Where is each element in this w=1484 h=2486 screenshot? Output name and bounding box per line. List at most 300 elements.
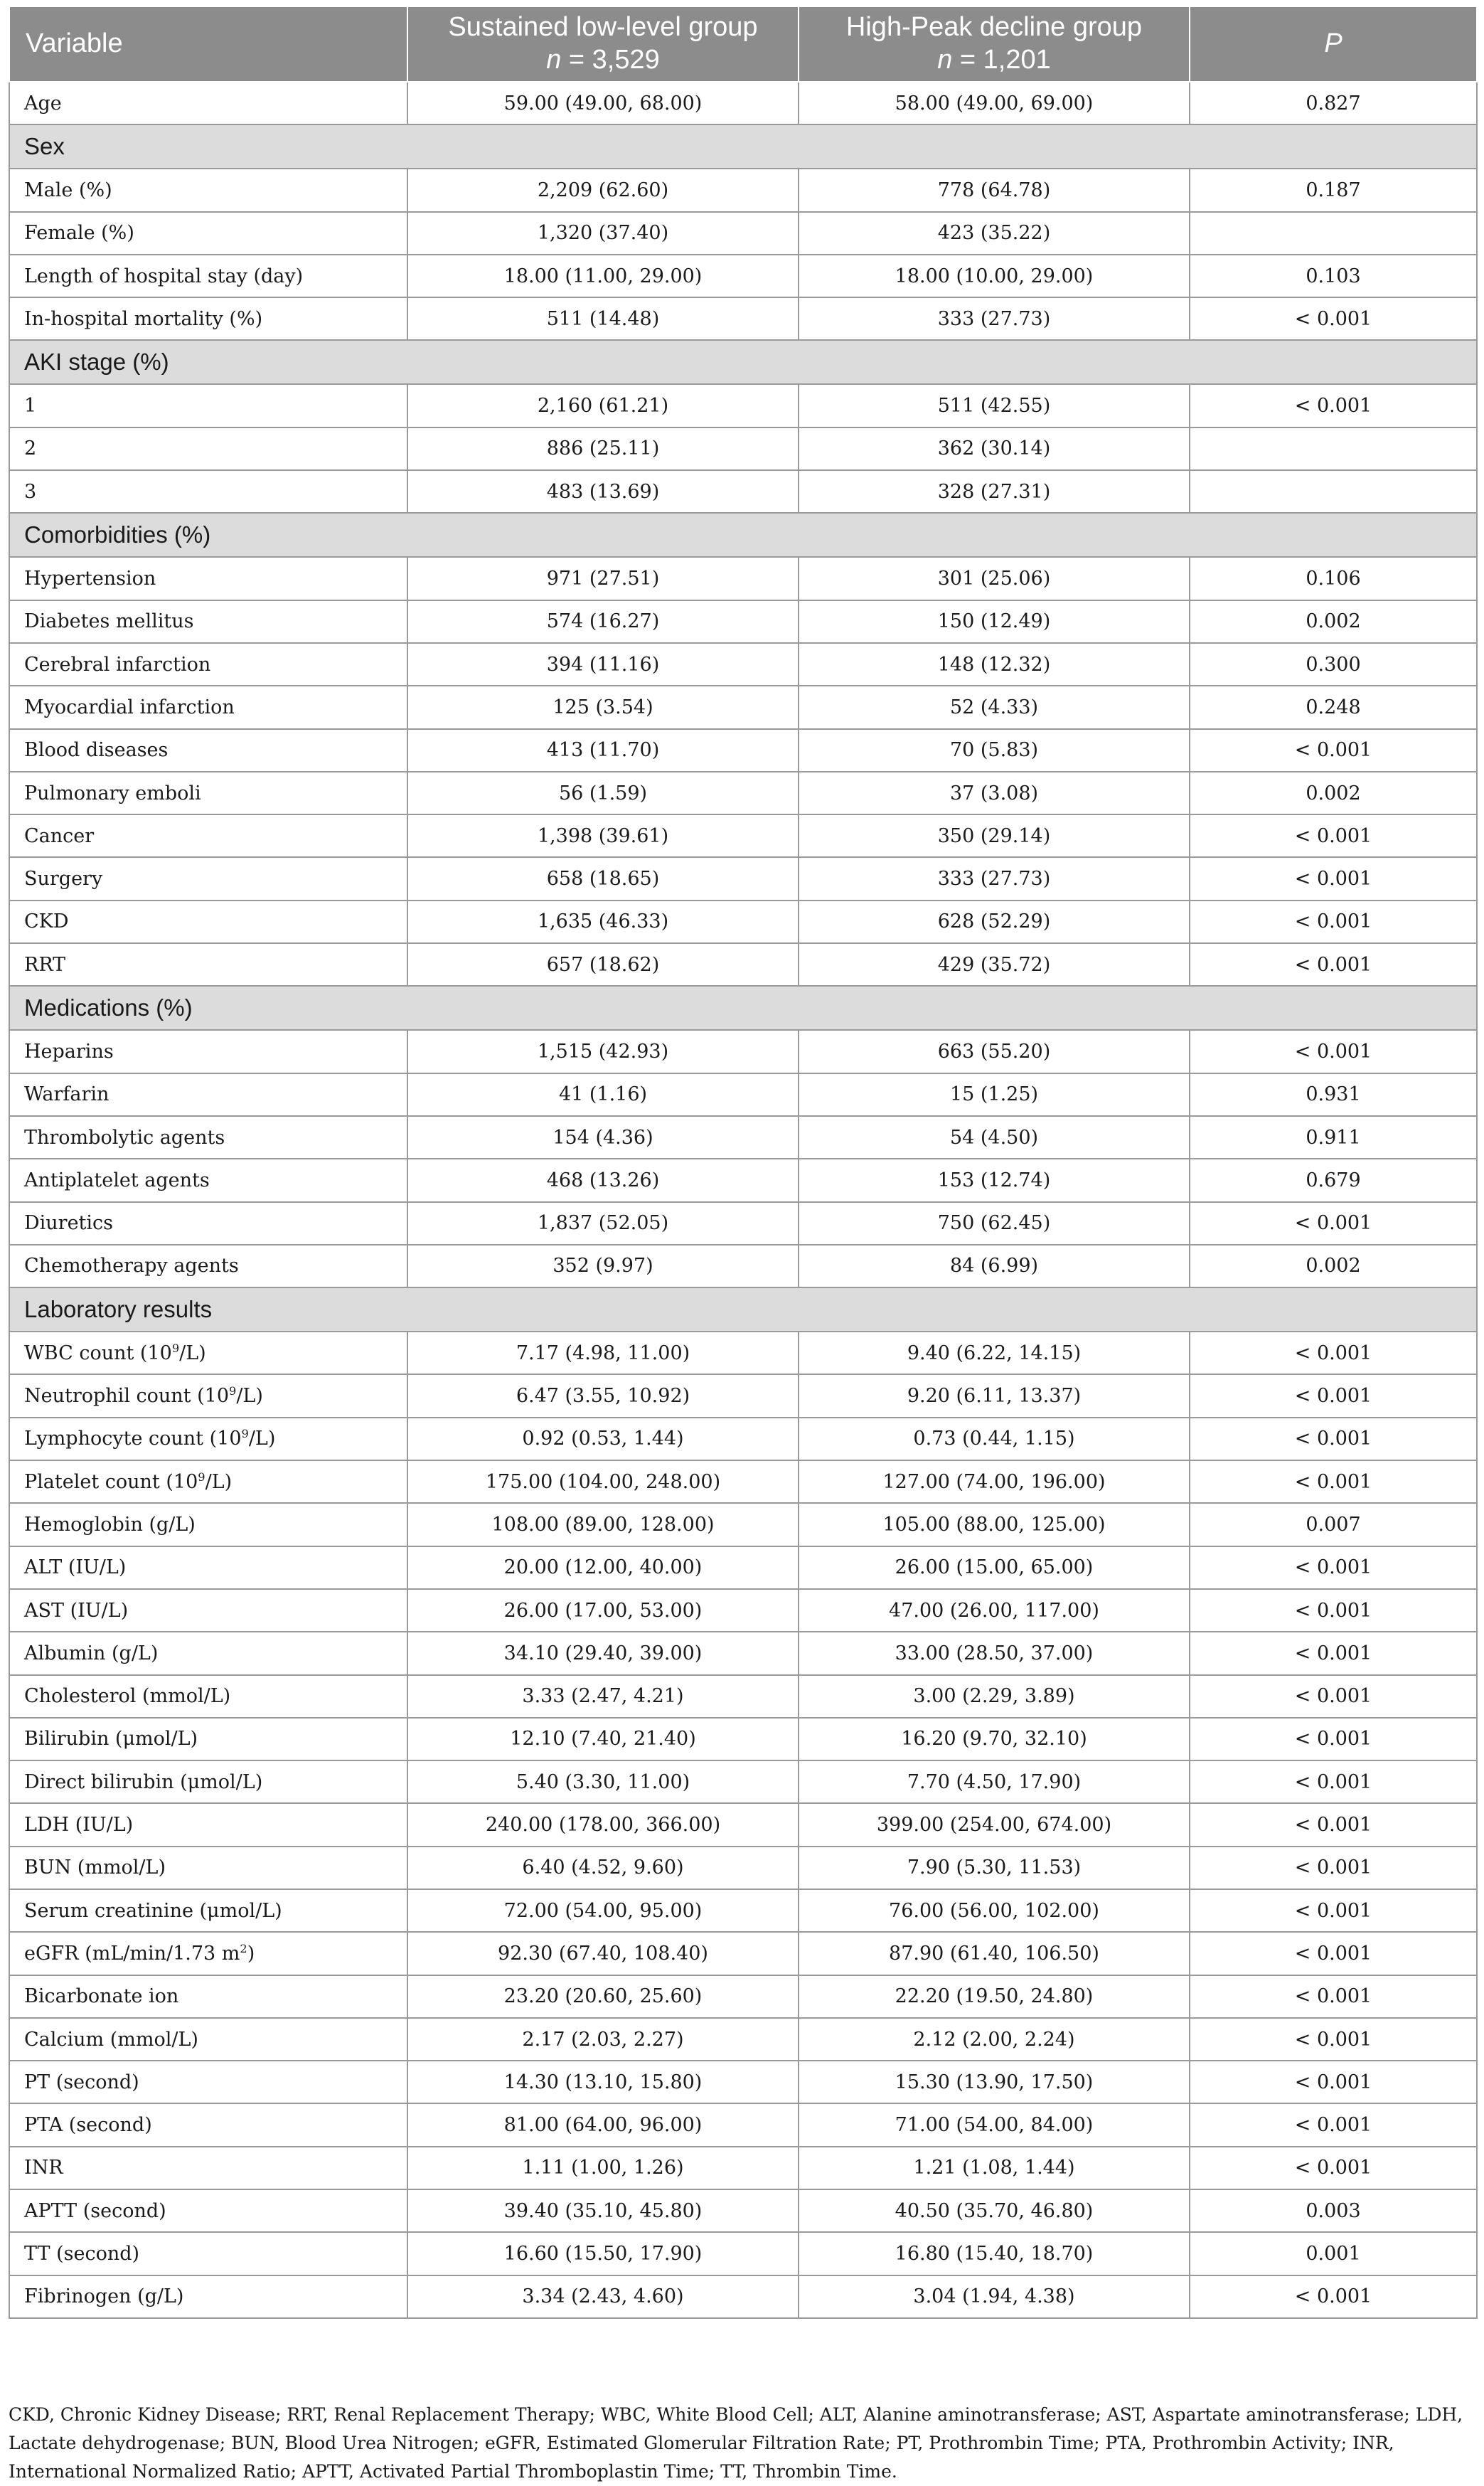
group2-value-cell: 399.00 (254.00, 674.00) [799, 1803, 1190, 1846]
variable-cell [9, 1889, 407, 1932]
group2-value-cell: 52 (4.33) [799, 686, 1190, 728]
section-title: Medications (%) [9, 986, 1477, 1030]
group1-value-cell: 72.00 (54.00, 95.00) [407, 1889, 799, 1932]
p-value-cell: 0.002 [1190, 1245, 1477, 1287]
header-p [1190, 6, 1477, 82]
variable-cell [9, 1073, 407, 1116]
table-footnote: CKD, Chronic Kidney Disease; RRT, Renal Replacement Therapy; WBC, White Blood Cell; ALT, Alanine aminotransferase; AST, Aspartate aminotransferase; LDH, Lactate dehydrogenase; BUN, Blood Urea Nitrogen; eGFR, Estimated Glomerular Filtration Rate; PT, Prothrombin Time; PTA, Prothrombin Activity; INR, International Normalized Ratio; APTT, Activated Partial Thromboplastin Time; TT, Thrombin Time. [9, 2404, 1463, 2482]
table-row [9, 1073, 1477, 1116]
group2-value-cell: 423 (35.22) [799, 212, 1190, 255]
variable-label-tail: /L) [248, 1428, 276, 1450]
header-variable: Variable [9, 6, 407, 82]
variable-cell [9, 255, 407, 297]
variable-cell [9, 857, 407, 900]
variable-cell [9, 643, 407, 686]
group1-value-cell: 1,515 (42.93) [407, 1030, 799, 1073]
group2-value-cell: 301 (25.06) [799, 557, 1190, 600]
variable-label: Chemotherapy agents [24, 1255, 239, 1277]
table-row [9, 2061, 1477, 2103]
header-group1 [407, 6, 799, 82]
group2-value-cell: 15 (1.25) [799, 1073, 1190, 1116]
variable-label: Age [24, 92, 62, 115]
table-row [9, 2103, 1477, 2146]
p-value-cell: < 0.001 [1190, 1932, 1477, 1975]
group1-value-cell: 483 (13.69) [407, 470, 799, 513]
group1-value-cell: 175.00 (104.00, 248.00) [407, 1460, 799, 1503]
variable-label: BUN (mmol/L) [24, 1856, 166, 1879]
p-value-cell: 0.679 [1190, 1159, 1477, 1201]
group1-value-cell: 1,320 (37.40) [407, 212, 799, 255]
variable-cell [9, 686, 407, 728]
p-value-cell: 0.002 [1190, 772, 1477, 814]
group2-value-cell: 76.00 (56.00, 102.00) [799, 1889, 1190, 1932]
table-row [9, 600, 1477, 643]
table-row [9, 1202, 1477, 1245]
p-value-cell: 0.106 [1190, 557, 1477, 600]
group1-value-cell: 3.33 (2.47, 4.21) [407, 1675, 799, 1718]
variable-label-superscript: 9 [229, 1384, 237, 1398]
group1-value-cell: 12.10 (7.40, 21.40) [407, 1718, 799, 1760]
p-value-cell [1190, 427, 1477, 470]
group1-value-cell: 20.00 (12.00, 40.00) [407, 1546, 799, 1589]
group1-value-cell: 657 (18.62) [407, 943, 799, 986]
group2-value-cell: 37 (3.08) [799, 772, 1190, 814]
variable-cell [9, 384, 407, 427]
variable-label: Direct bilirubin (μmol/L) [24, 1770, 263, 1793]
p-value-cell: < 0.001 [1190, 1803, 1477, 1846]
variable-cell [9, 2275, 407, 2318]
variable-label-superscript: 2 [240, 1941, 247, 1955]
p-value-cell: 0.911 [1190, 1116, 1477, 1159]
group2-value-cell: 16.80 (15.40, 18.70) [799, 2232, 1190, 2275]
variable-label: AST (IU/L) [24, 1599, 129, 1622]
variable-label: Warfarin [24, 1083, 110, 1106]
table-row [9, 557, 1477, 600]
group1-value-cell: 394 (11.16) [407, 643, 799, 686]
group1-value-cell: 240.00 (178.00, 366.00) [407, 1803, 799, 1846]
table-row [9, 255, 1477, 297]
table-row [9, 772, 1477, 814]
variable-label: Bicarbonate ion [24, 1985, 179, 2008]
group1-value-cell: 2,209 (62.60) [407, 169, 799, 211]
group2-value-cell: 87.90 (61.40, 106.50) [799, 1932, 1190, 1975]
header-group2-n-value: = 1,201 [952, 45, 1051, 75]
variable-label: APTT (second) [24, 2199, 166, 2222]
group2-value-cell: 33.00 (28.50, 37.00) [799, 1632, 1190, 1674]
p-value-cell: < 0.001 [1190, 1975, 1477, 2018]
p-value-cell: < 0.001 [1190, 1889, 1477, 1932]
variable-label: CKD [24, 910, 69, 933]
p-value-cell: < 0.001 [1190, 1418, 1477, 1460]
p-value-cell [1190, 212, 1477, 255]
table-header [9, 6, 1477, 82]
group2-value-cell: 127.00 (74.00, 196.00) [799, 1460, 1190, 1503]
table-row [9, 297, 1477, 340]
variable-label-superscript: 9 [241, 1427, 249, 1441]
group2-value-cell: 628 (52.29) [799, 901, 1190, 943]
variable-label: Thrombolytic agents [24, 1126, 225, 1149]
p-value-cell: < 0.001 [1190, 1589, 1477, 1632]
group2-value-cell: 58.00 (49.00, 69.00) [799, 82, 1190, 124]
variable-cell [9, 1030, 407, 1073]
p-value-cell: < 0.001 [1190, 814, 1477, 857]
group1-value-cell: 1.11 (1.00, 1.26) [407, 2147, 799, 2189]
table-body [9, 82, 1477, 2318]
group2-value-cell: 7.90 (5.30, 11.53) [799, 1847, 1190, 1889]
group2-value-cell: 47.00 (26.00, 117.00) [799, 1589, 1190, 1632]
group2-value-cell: 7.70 (4.50, 17.90) [799, 1760, 1190, 1803]
table-row [9, 1847, 1477, 1889]
group2-value-cell: 9.40 (6.22, 14.15) [799, 1332, 1190, 1374]
comparison-table [9, 6, 1478, 2319]
group1-value-cell: 18.00 (11.00, 29.00) [407, 255, 799, 297]
variable-label: Blood diseases [24, 739, 169, 762]
p-value-cell: < 0.001 [1190, 1374, 1477, 1417]
group1-value-cell: 2,160 (61.21) [407, 384, 799, 427]
group2-value-cell: 150 (12.49) [799, 600, 1190, 643]
table-row [9, 427, 1477, 470]
variable-label: Neutrophil count (10 [24, 1385, 230, 1408]
group1-value-cell: 971 (27.51) [407, 557, 799, 600]
variable-label: Lymphocyte count (10 [24, 1428, 242, 1450]
group1-value-cell: 34.10 (29.40, 39.00) [407, 1632, 799, 1674]
group1-value-cell: 92.30 (67.40, 108.40) [407, 1932, 799, 1975]
p-value-cell: < 0.001 [1190, 1546, 1477, 1589]
table-row [9, 2018, 1477, 2061]
variable-cell [9, 169, 407, 211]
group1-value-cell: 886 (25.11) [407, 427, 799, 470]
group2-value-cell: 9.20 (6.11, 13.37) [799, 1374, 1190, 1417]
p-value-cell: 0.187 [1190, 169, 1477, 211]
variable-label: Cancer [24, 824, 95, 847]
variable-cell [9, 1675, 407, 1718]
variable-cell [9, 1159, 407, 1201]
group2-value-cell: 1.21 (1.08, 1.44) [799, 2147, 1190, 2189]
header-group2-name: High-Peak decline group [845, 12, 1143, 43]
p-value-cell: < 0.001 [1190, 1718, 1477, 1760]
variable-label: Diuretics [24, 1212, 114, 1235]
table-row [9, 1760, 1477, 1803]
group1-value-cell: 352 (9.97) [407, 1245, 799, 1287]
variable-label: RRT [24, 953, 66, 976]
group1-value-cell: 1,398 (39.61) [407, 814, 799, 857]
variable-cell [9, 2232, 407, 2275]
group1-value-cell: 14.30 (13.10, 15.80) [407, 2061, 799, 2103]
table-row [9, 1589, 1477, 1632]
header-group1-n-label: n [546, 45, 562, 75]
variable-label: LDH (IU/L) [24, 1814, 134, 1837]
group1-value-cell: 16.60 (15.50, 17.90) [407, 2232, 799, 2275]
group1-value-cell: 39.40 (35.10, 45.80) [407, 2189, 799, 2232]
group2-value-cell: 26.00 (15.00, 65.00) [799, 1546, 1190, 1589]
variable-label: WBC count (10 [24, 1342, 172, 1364]
group2-value-cell: 429 (35.72) [799, 943, 1190, 986]
variable-cell [9, 1460, 407, 1503]
variable-label: In-hospital mortality (%) [24, 307, 263, 330]
variable-cell [9, 2061, 407, 2103]
table-row [9, 1245, 1477, 1287]
variable-cell [9, 729, 407, 772]
group1-value-cell: 26.00 (17.00, 53.00) [407, 1589, 799, 1632]
p-value-cell [1190, 470, 1477, 513]
group1-value-cell: 0.92 (0.53, 1.44) [407, 1418, 799, 1460]
p-value-cell: < 0.001 [1190, 384, 1477, 427]
table-row [9, 169, 1477, 211]
variable-cell [9, 1718, 407, 1760]
group2-value-cell: 70 (5.83) [799, 729, 1190, 772]
table-row [9, 1159, 1477, 1201]
variable-cell [9, 1374, 407, 1417]
group2-value-cell: 3.04 (1.94, 4.38) [799, 2275, 1190, 2318]
variable-cell [9, 1760, 407, 1803]
variable-label: 1 [24, 395, 37, 418]
p-value-cell: 0.300 [1190, 643, 1477, 686]
variable-cell [9, 2147, 407, 2189]
section-title: Comorbidities (%) [9, 513, 1477, 557]
group1-value-cell: 574 (16.27) [407, 600, 799, 643]
variable-label-tail: /L) [205, 1470, 233, 1493]
table-row [9, 2189, 1477, 2232]
group2-value-cell: 750 (62.45) [799, 1202, 1190, 1245]
group2-value-cell: 328 (27.31) [799, 470, 1190, 513]
table-row [9, 943, 1477, 986]
header-group1-n-value: = 3,529 [561, 45, 660, 75]
table-row [9, 1718, 1477, 1760]
p-value-cell: < 0.001 [1190, 1030, 1477, 1073]
p-value-cell: 0.002 [1190, 600, 1477, 643]
variable-label: Male (%) [24, 179, 112, 201]
table-row [9, 1116, 1477, 1159]
header-p-label: P [1324, 28, 1342, 59]
group1-value-cell: 1,837 (52.05) [407, 1202, 799, 1245]
table-row [9, 1418, 1477, 1460]
section-title: Laboratory results [9, 1287, 1477, 1332]
variable-label: Heparins [24, 1040, 114, 1063]
section-title: Sex [9, 124, 1477, 169]
variable-label-tail: /L) [236, 1385, 263, 1408]
p-value-cell: < 0.001 [1190, 1847, 1477, 1889]
table-row [9, 1889, 1477, 1932]
variable-label-tail: /L) [179, 1342, 206, 1364]
table-row [9, 901, 1477, 943]
table-row [9, 1803, 1477, 1846]
variable-cell [9, 82, 407, 124]
variable-cell [9, 470, 407, 513]
group2-value-cell: 153 (12.74) [799, 1159, 1190, 1201]
table-row [9, 729, 1477, 772]
table-row [9, 1030, 1477, 1073]
section-header-row [9, 1287, 1477, 1332]
group2-value-cell: 22.20 (19.50, 24.80) [799, 1975, 1190, 2018]
variable-label: Hypertension [24, 568, 156, 590]
p-value-cell: 0.248 [1190, 686, 1477, 728]
variable-label: Calcium (mmol/L) [24, 2028, 198, 2051]
variable-cell [9, 427, 407, 470]
p-value-cell: < 0.001 [1190, 1332, 1477, 1374]
table-row [9, 2232, 1477, 2275]
group2-value-cell: 350 (29.14) [799, 814, 1190, 857]
variable-label: Cholesterol (mmol/L) [24, 1685, 231, 1708]
variable-cell [9, 1202, 407, 1245]
p-value-cell: < 0.001 [1190, 2018, 1477, 2061]
group1-value-cell: 41 (1.16) [407, 1073, 799, 1116]
group1-value-cell: 7.17 (4.98, 11.00) [407, 1332, 799, 1374]
p-value-cell: < 0.001 [1190, 729, 1477, 772]
variable-label: eGFR (mL/min/1.73 m [24, 1942, 240, 1965]
table-row [9, 1332, 1477, 1374]
variable-cell [9, 814, 407, 857]
section-header-row [9, 513, 1477, 557]
variable-label: Female (%) [24, 222, 134, 245]
p-value-cell: < 0.001 [1190, 1760, 1477, 1803]
group1-value-cell: 6.47 (3.55, 10.92) [407, 1374, 799, 1417]
p-value-cell: < 0.001 [1190, 1460, 1477, 1503]
group2-value-cell: 2.12 (2.00, 2.24) [799, 2018, 1190, 2061]
variable-label: 2 [24, 437, 37, 460]
variable-cell [9, 2018, 407, 2061]
variable-cell [9, 1245, 407, 1287]
table-row [9, 1675, 1477, 1718]
variable-label: Surgery [24, 868, 103, 891]
variable-label-superscript: 9 [171, 1341, 180, 1355]
table-row [9, 643, 1477, 686]
section-header-row [9, 340, 1477, 384]
variable-cell [9, 1589, 407, 1632]
variable-cell [9, 212, 407, 255]
variable-label: Hemoglobin (g/L) [24, 1513, 196, 1536]
p-value-cell: < 0.001 [1190, 2147, 1477, 2189]
variable-cell [9, 1803, 407, 1846]
group2-value-cell: 0.73 (0.44, 1.15) [799, 1418, 1190, 1460]
variable-label: INR [24, 2157, 63, 2179]
variable-label: Pulmonary emboli [24, 782, 201, 804]
p-value-cell: 0.007 [1190, 1503, 1477, 1546]
variable-cell [9, 901, 407, 943]
table-row [9, 1374, 1477, 1417]
p-value-cell: 0.827 [1190, 82, 1477, 124]
variable-label: TT (second) [24, 2243, 140, 2265]
variable-label-tail: ) [247, 1942, 255, 1965]
group2-value-cell: 40.50 (35.70, 46.80) [799, 2189, 1190, 2232]
header-group2-n-label: n [937, 45, 953, 75]
variable-cell [9, 1546, 407, 1589]
header-group2-n [815, 44, 1173, 77]
p-value-cell: < 0.001 [1190, 857, 1477, 900]
group1-value-cell: 511 (14.48) [407, 297, 799, 340]
variable-cell [9, 557, 407, 600]
p-value-cell: < 0.001 [1190, 1202, 1477, 1245]
header-group1-name: Sustained low-level group [448, 12, 758, 43]
group2-value-cell: 3.00 (2.29, 3.89) [799, 1675, 1190, 1718]
p-value-cell: < 0.001 [1190, 1675, 1477, 1718]
table-row [9, 1503, 1477, 1546]
variable-cell [9, 772, 407, 814]
table-row [9, 1932, 1477, 1975]
group1-value-cell: 56 (1.59) [407, 772, 799, 814]
group2-value-cell: 148 (12.32) [799, 643, 1190, 686]
header-group1-n [424, 44, 782, 77]
table-row [9, 2275, 1477, 2318]
variable-cell [9, 1975, 407, 2018]
group2-value-cell: 663 (55.20) [799, 1030, 1190, 1073]
p-value-cell: < 0.001 [1190, 297, 1477, 340]
table-row [9, 1546, 1477, 1589]
table-row [9, 212, 1477, 255]
group1-value-cell: 81.00 (64.00, 96.00) [407, 2103, 799, 2146]
table-row [9, 814, 1477, 857]
group2-value-cell: 362 (30.14) [799, 427, 1190, 470]
group1-value-cell: 413 (11.70) [407, 729, 799, 772]
section-title: AKI stage (%) [9, 340, 1477, 384]
group1-value-cell: 154 (4.36) [407, 1116, 799, 1159]
variable-cell [9, 2103, 407, 2146]
table-row [9, 1975, 1477, 2018]
variable-label: Serum creatinine (μmol/L) [24, 1899, 282, 1922]
table-row [9, 2147, 1477, 2189]
group2-value-cell: 778 (64.78) [799, 169, 1190, 211]
group2-value-cell: 18.00 (10.00, 29.00) [799, 255, 1190, 297]
variable-label: ALT (IU/L) [24, 1556, 127, 1579]
table-row [9, 82, 1477, 124]
group1-value-cell: 2.17 (2.03, 2.27) [407, 2018, 799, 2061]
variable-label: 3 [24, 480, 37, 503]
group1-value-cell: 468 (13.26) [407, 1159, 799, 1201]
group1-value-cell: 59.00 (49.00, 68.00) [407, 82, 799, 124]
variable-label: Fibrinogen (g/L) [24, 2285, 184, 2308]
variable-label-superscript: 9 [198, 1470, 205, 1484]
group1-value-cell: 3.34 (2.43, 4.60) [407, 2275, 799, 2318]
variable-label: Diabetes mellitus [24, 610, 194, 633]
variable-label: PT (second) [24, 2071, 139, 2093]
p-value-cell: < 0.001 [1190, 1632, 1477, 1674]
section-header-row [9, 986, 1477, 1030]
group2-value-cell: 15.30 (13.90, 17.50) [799, 2061, 1190, 2103]
group1-value-cell: 6.40 (4.52, 9.60) [407, 1847, 799, 1889]
p-value-cell: 0.931 [1190, 1073, 1477, 1116]
group2-value-cell: 71.00 (54.00, 84.00) [799, 2103, 1190, 2146]
variable-label: Albumin (g/L) [24, 1642, 159, 1664]
variable-cell [9, 1932, 407, 1975]
variable-cell [9, 1632, 407, 1674]
variable-label: Antiplatelet agents [24, 1169, 210, 1191]
variable-label: Platelet count (10 [24, 1470, 198, 1493]
variable-label: PTA (second) [24, 2114, 152, 2137]
variable-cell [9, 1418, 407, 1460]
group1-value-cell: 23.20 (20.60, 25.60) [407, 1975, 799, 2018]
table-row [9, 857, 1477, 900]
variable-cell [9, 1332, 407, 1374]
p-value-cell: < 0.001 [1190, 2275, 1477, 2318]
group1-value-cell: 125 (3.54) [407, 686, 799, 728]
variable-cell [9, 2189, 407, 2232]
variable-cell [9, 1847, 407, 1889]
group1-value-cell: 658 (18.65) [407, 857, 799, 900]
group1-value-cell: 1,635 (46.33) [407, 901, 799, 943]
variable-label: Length of hospital stay (day) [24, 265, 304, 287]
variable-cell [9, 600, 407, 643]
variable-cell [9, 1503, 407, 1546]
group2-value-cell: 105.00 (88.00, 125.00) [799, 1503, 1190, 1546]
table-row [9, 1460, 1477, 1503]
group2-value-cell: 333 (27.73) [799, 857, 1190, 900]
p-value-cell: 0.103 [1190, 255, 1477, 297]
p-value-cell: < 0.001 [1190, 943, 1477, 986]
p-value-cell: < 0.001 [1190, 901, 1477, 943]
variable-cell [9, 943, 407, 986]
group2-value-cell: 511 (42.55) [799, 384, 1190, 427]
table-row [9, 1632, 1477, 1674]
p-value-cell: 0.003 [1190, 2189, 1477, 2232]
